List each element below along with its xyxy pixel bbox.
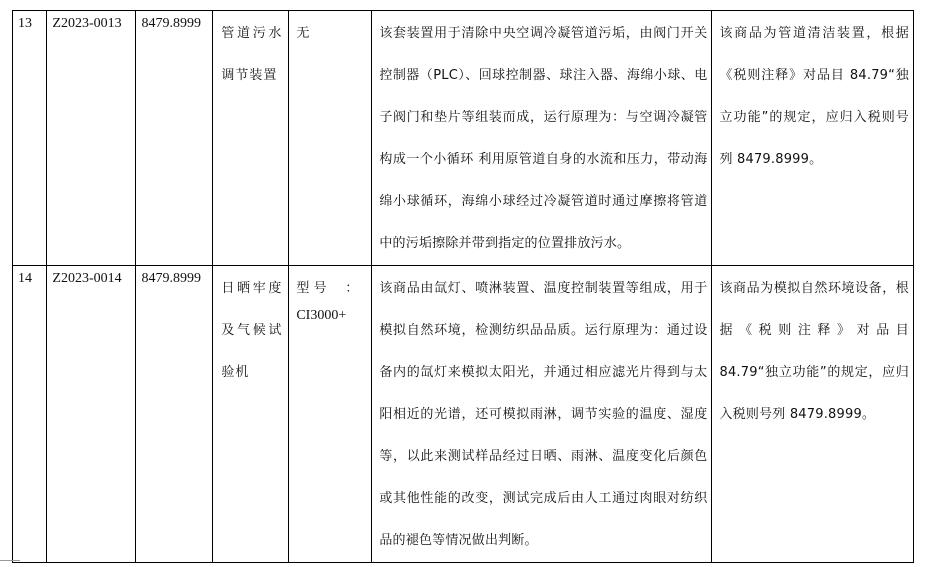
seq-number: 13 bbox=[18, 16, 32, 31]
classification-rulings-table bbox=[12, 10, 914, 563]
description-text: 该商品由氙灯、喷淋装置、温度控制装置等组成，用于模拟自然环境，检测纺织品品质。运行原理为：通过设备内的氙灯来模拟太阳光，并通过相应滤光片得到与太阳相近的光谱，还可模拟雨淋，调节实验的温度、湿度等，以此来测试样品经过日晒、雨淋、温度变化后颜色或其他性能的改变，测试完成后由人工通过肉眼对纺织品的褪色等情况做出判断。 bbox=[379, 281, 708, 548]
spec-text: 无 bbox=[296, 26, 310, 41]
product-name-cell bbox=[213, 266, 289, 563]
description-cell bbox=[372, 266, 712, 563]
margin-tick-mark bbox=[0, 560, 20, 561]
table-row bbox=[13, 266, 914, 563]
tariff-code-cell bbox=[136, 266, 213, 563]
description-cell bbox=[372, 11, 712, 266]
reason-cell bbox=[712, 11, 914, 266]
tariff-code: 8479.8999 bbox=[141, 271, 201, 286]
reason-text: 该商品为模拟自然环境设备，根据《税则注释》对品目 84.79“独立功能”的规定，应归入税则号列 8479.8999。 bbox=[719, 281, 909, 422]
product-name: 日晒牢度及气候试验机 bbox=[221, 281, 283, 380]
tariff-code: 8479.8999 bbox=[141, 16, 201, 31]
reason-cell bbox=[712, 266, 914, 563]
seq-cell bbox=[13, 266, 47, 563]
model-colon: ： bbox=[345, 281, 359, 296]
product-name-cell bbox=[213, 11, 289, 266]
ruling-no-cell bbox=[47, 266, 136, 563]
ruling-number: Z2023-0014 bbox=[52, 271, 122, 286]
reason-text: 该商品为管道清洁装置，根据《税则注释》对品目 84.79“独立功能”的规定，应归入税则号列 8479.8999。 bbox=[719, 26, 909, 167]
spec-cell bbox=[289, 11, 372, 266]
spec-cell bbox=[289, 266, 372, 563]
table-row bbox=[13, 11, 914, 266]
seq-cell bbox=[13, 11, 47, 266]
seq-number: 14 bbox=[18, 271, 32, 286]
model-code: CI3000+ bbox=[296, 308, 347, 323]
ruling-number: Z2023-0013 bbox=[52, 16, 122, 31]
model-label: 型 号 bbox=[296, 281, 327, 296]
ruling-no-cell bbox=[47, 11, 136, 266]
description-text: 该套装置用于清除中央空调冷凝管道污垢，由阀门开关控制器（PLC）、回球控制器、球注入器、海绵小球、电子阀门和垫片等组装而成，运行原理为：与空调冷凝管构成一个小循环 利用原管道自身的水流和压力，带动海绵小球循环，海绵小球经过冷凝管道时通过摩擦将管道中的污垢擦除并带到指定的位置排放污水。 bbox=[379, 26, 708, 251]
model-line bbox=[289, 268, 371, 310]
product-name: 管道污水调节装置 bbox=[221, 26, 283, 83]
tariff-code-cell bbox=[136, 11, 213, 266]
